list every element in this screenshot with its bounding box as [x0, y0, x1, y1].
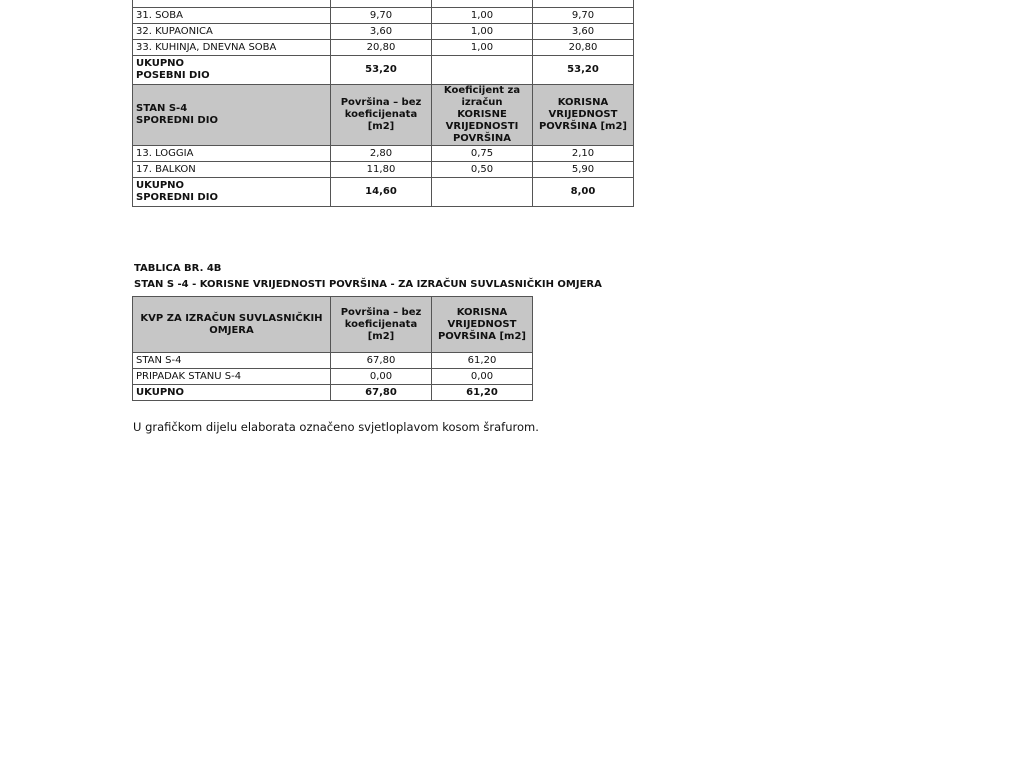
- unit-name: PRIPADAK STANU S-4: [133, 369, 331, 385]
- table-row: [133, 40, 634, 56]
- table-row: [133, 369, 533, 385]
- cell: [432, 0, 533, 8]
- total-area: 14,60: [331, 178, 432, 207]
- room-coef: 0,50: [432, 162, 533, 178]
- total-label-line2: POSEBNI DIO: [136, 70, 210, 81]
- header-kvp: KVP ZA IZRAČUN SUVLASNIČKIH OMJERA: [133, 297, 331, 353]
- unit-name: STAN S-4: [133, 353, 331, 369]
- room-area: 9,70: [331, 8, 432, 24]
- header-unit-line1: STAN S-4: [136, 103, 188, 114]
- table2-title: TABLICA BR. 4B: [134, 263, 222, 274]
- total-useful: 53,20: [533, 56, 634, 85]
- header-unit-line2: SPOREDNI DIO: [136, 115, 218, 126]
- room-useful: 20,80: [533, 40, 634, 56]
- table-row: [133, 162, 634, 178]
- hatch-note: U grafičkom dijelu elaborata označeno svjetloplavom kosom šrafurom.: [133, 420, 539, 434]
- unit-area: 67,80: [331, 353, 432, 369]
- table-row: [133, 24, 634, 40]
- table-row: [133, 146, 634, 162]
- header-row: [133, 85, 634, 146]
- cell: [533, 0, 634, 8]
- room-coef: 1,00: [432, 8, 533, 24]
- table-row: [133, 0, 634, 8]
- room-area: 3,60: [331, 24, 432, 40]
- total-area: 67,80: [331, 385, 432, 401]
- room-area: 11,80: [331, 162, 432, 178]
- room-name: 31. SOBA: [133, 8, 331, 24]
- header-unit: [133, 85, 331, 146]
- header-useful: KORISNA VRIJEDNOST POVRŠINA [m2]: [533, 85, 634, 146]
- room-name: 13. LOGGIA: [133, 146, 331, 162]
- room-name: 32. KUPAONICA: [133, 24, 331, 40]
- room-coef: 1,00: [432, 24, 533, 40]
- header-coef: Koeficijent za izračun KORISNE VRIJEDNOSTI POVRŠINA: [432, 85, 533, 146]
- room-useful: 2,10: [533, 146, 634, 162]
- room-useful: 5,90: [533, 162, 634, 178]
- unit-area: 0,00: [331, 369, 432, 385]
- cell: [133, 0, 331, 8]
- total-label-line1: UKUPNO: [136, 180, 185, 191]
- total-row-sporedni: [133, 178, 634, 207]
- room-coef: 0,75: [432, 146, 533, 162]
- unit-useful: 0,00: [432, 369, 533, 385]
- table-row: [133, 353, 533, 369]
- room-name: 17. BALKON: [133, 162, 331, 178]
- table2-subtitle: STAN S -4 - KORISNE VRIJEDNOSTI POVRŠINA - ZA IZRAČUN SUVLASNIČKIH OMJERA: [134, 279, 602, 290]
- header-useful: KORISNA VRIJEDNOST POVRŠINA [m2]: [432, 297, 533, 353]
- room-area: 20,80: [331, 40, 432, 56]
- header-area: Površina – bez koeficijenata [m2]: [331, 297, 432, 353]
- kvp-table-s4: [132, 296, 533, 401]
- room-coef: 1,00: [432, 40, 533, 56]
- table-row: [133, 8, 634, 24]
- total-useful: 8,00: [533, 178, 634, 207]
- total-row: [133, 385, 533, 401]
- total-label-line2: SPOREDNI DIO: [136, 192, 218, 203]
- total-label: UKUPNO: [133, 385, 331, 401]
- area-table-s4: [132, 0, 634, 207]
- total-label: [133, 56, 331, 85]
- total-useful: 61,20: [432, 385, 533, 401]
- room-useful: 9,70: [533, 8, 634, 24]
- total-label: [133, 178, 331, 207]
- room-area: 2,80: [331, 146, 432, 162]
- unit-useful: 61,20: [432, 353, 533, 369]
- room-useful: 3,60: [533, 24, 634, 40]
- cell: [331, 0, 432, 8]
- total-area: 53,20: [331, 56, 432, 85]
- total-coef: [432, 178, 533, 207]
- total-coef: [432, 56, 533, 85]
- header-area: Površina – bez koeficijenata [m2]: [331, 85, 432, 146]
- total-label-line1: UKUPNO: [136, 58, 185, 69]
- header-row: [133, 297, 533, 353]
- room-name: 33. KUHINJA, DNEVNA SOBA: [133, 40, 331, 56]
- total-row-posebni: [133, 56, 634, 85]
